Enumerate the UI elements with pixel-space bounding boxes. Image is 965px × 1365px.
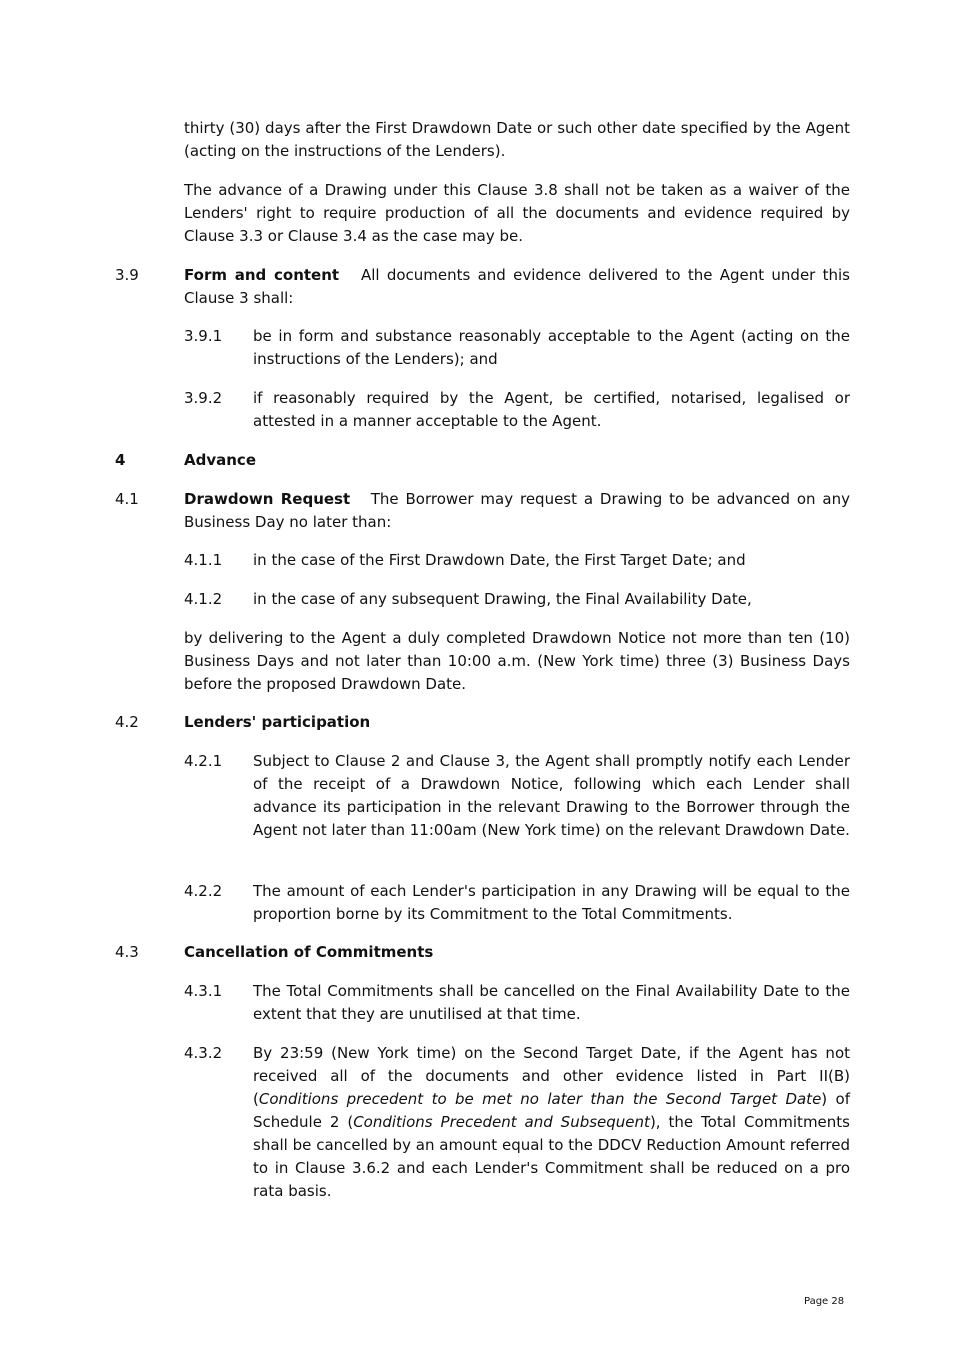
clause-4-3-2-text-b: ) of Schedule 2 ( — [253, 1090, 850, 1131]
clause-3-9-2-text: if reasonably required by the Agent, be certified, notarised, legalised or attested in a manner acceptable to the Agent. — [253, 389, 850, 430]
clause-3-9-1-text: be in form and substance reasonably acceptable to the Agent (acting on the instructions of the Lenders); and — [253, 327, 850, 368]
page-number: Page 28 — [804, 1296, 845, 1307]
waiver-paragraph: The advance of a Drawing under this Clause 3.8 shall not be taken as a waiver of the Lenders' right to require production of all the documents and evidence required by Clause 3.3 or Clause 3.4 as the case may be. — [184, 181, 850, 245]
clause-4-3-2-text-a: By 23:59 (New York time) on the Second Target Date, if the Agent has not received all of the documents and other evidence listed in Part II(B) ( — [253, 1044, 850, 1108]
clause-4-1-paragraph — [184, 488, 850, 534]
clause-4-title: Advance — [184, 451, 256, 469]
clause-4-2-1-text: Subject to Clause 2 and Clause 3, the Agent shall promptly notify each Lender of the receipt of a Drawdown Notice, following which each Lender shall advance its participation in the relevant Drawing to the Borrower through the Agent not later than 11:00am (New York time) on the relevant Drawdown Date. — [253, 752, 850, 839]
clause-3-9-paragraph — [184, 264, 850, 310]
clause-4-3-number: 4.3 — [115, 943, 139, 961]
clause-3-9-2-number: 3.9.2 — [184, 389, 223, 407]
clause-4-1-1-text: in the case of the First Drawdown Date, the First Target Date; and — [253, 551, 746, 569]
clause-4-3-2-italic-b: Conditions Precedent and Subsequent — [353, 1113, 650, 1131]
clause-4-1-text: The Borrower may request a Drawing to be advanced on any Business Day no later than: — [184, 490, 850, 531]
clause-4-number: 4 — [115, 451, 126, 469]
clause-4-1-closing: by delivering to the Agent a duly completed Drawdown Notice not more than ten (10) Business Days and not later than 10:00 a.m. (New York time) three (3) Business Days before the proposed Drawdown Date. — [184, 629, 850, 693]
clause-4-1-1-number: 4.1.1 — [184, 551, 223, 569]
clause-4-2-2-text: The amount of each Lender's participation in any Drawing will be equal to the proportion borne by its Commitment to the Total Commitments. — [253, 882, 850, 923]
clause-3-9-text: All documents and evidence delivered to the Agent under this Clause 3 shall: — [184, 266, 850, 307]
continuation-paragraph: thirty (30) days after the First Drawdown Date or such other date specified by the Agent (acting on the instructions of the Lenders). — [184, 119, 850, 160]
clause-4-2-2-number: 4.2.2 — [184, 882, 223, 900]
clause-3-9-title: Form and content — [184, 266, 340, 284]
clause-4-3-1-text: The Total Commitments shall be cancelled on the Final Availability Date to the extent that they are unutilised at that time. — [253, 982, 850, 1023]
clause-4-3-2-text-c: ), the Total Commitments shall be cancelled by an amount equal to the DDCV Reduction Amount referred to in Clause 3.6.2 and each Lender's Commitment shall be reduced on a pro rata basis. — [253, 1113, 850, 1200]
clause-4-3-1-number: 4.3.1 — [184, 982, 223, 1000]
clause-3-9-1-number: 3.9.1 — [184, 327, 223, 345]
clause-4-1-2-number: 4.1.2 — [184, 590, 223, 608]
clause-4-2-1-number: 4.2.1 — [184, 752, 223, 770]
clause-4-1-title: Drawdown Request — [184, 490, 351, 508]
clause-4-3-title: Cancellation of Commitments — [184, 943, 434, 961]
clause-4-2-title: Lenders' participation — [184, 713, 371, 731]
clause-4-1-number: 4.1 — [115, 490, 139, 508]
clause-4-1-2-text: in the case of any subsequent Drawing, the Final Availability Date, — [253, 590, 752, 608]
clause-4-2-number: 4.2 — [115, 713, 139, 731]
clause-4-3-2-italic-a: Conditions precedent to be met no later than the Second Target Date — [258, 1090, 822, 1108]
clause-3-9-number: 3.9 — [115, 266, 139, 284]
clause-4-3-2-paragraph — [253, 1042, 850, 1203]
clause-4-3-2-number: 4.3.2 — [184, 1044, 223, 1062]
